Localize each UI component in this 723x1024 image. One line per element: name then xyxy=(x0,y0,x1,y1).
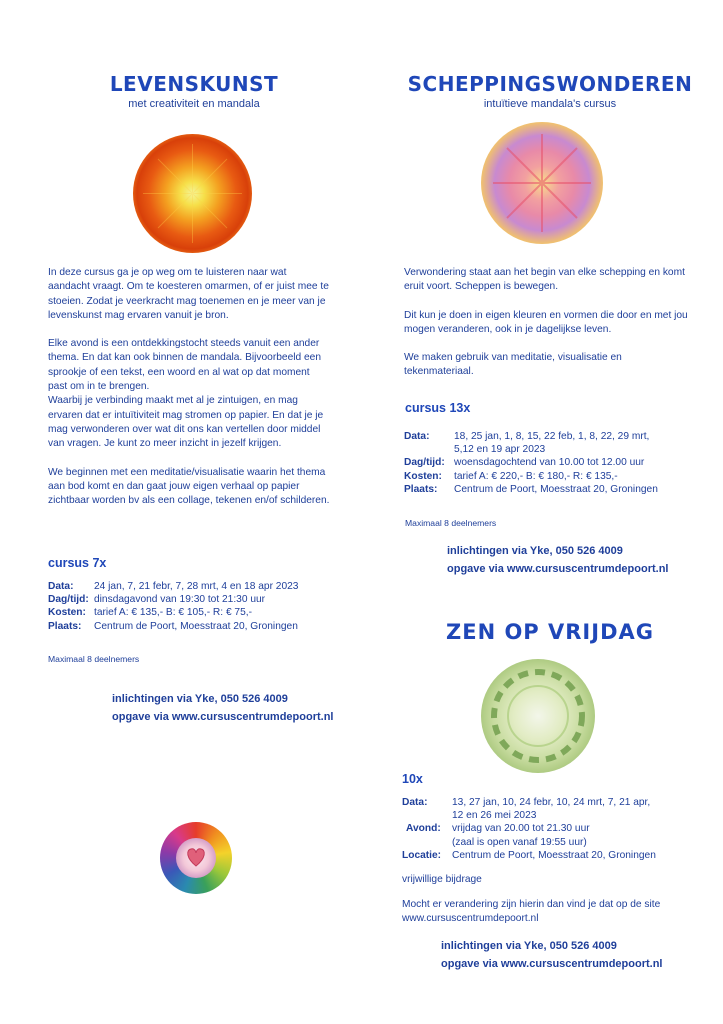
scheppingswonderen-description xyxy=(404,266,694,394)
zen-title: ZEN OP VRIJDAG xyxy=(446,620,654,644)
detail-value: tarief A: € 220,- B: € 180,- R: € 135,- xyxy=(454,470,618,482)
detail-label: Plaats: xyxy=(48,620,82,632)
scheppingswonderen-paragraph-3: We maken gebruik van meditatie, visualisatie en tekenmateriaal. xyxy=(404,352,622,378)
detail-value: vrijdag van 20.00 tot 21.30 uur (zaal is open vanaf 19:55 uur) xyxy=(452,823,590,848)
detail-value: Centrum de Poort, Moesstraat 20, Groningen xyxy=(454,483,658,495)
detail-row-plaats xyxy=(48,620,338,633)
detail-row-kosten xyxy=(48,606,338,619)
levenskunst-info-line: inlichtingen via Yke, 050 526 4009 xyxy=(112,693,288,705)
levenskunst-description xyxy=(48,266,330,522)
detail-label: Kosten: xyxy=(48,607,86,619)
zen-contribution: vrijwillige bijdrage xyxy=(402,874,482,885)
detail-row-data xyxy=(402,796,702,822)
detail-label: Data: xyxy=(48,581,74,592)
scheppingswonderen-contact xyxy=(447,542,668,578)
zen-contact xyxy=(441,937,662,973)
scheppingswonderen-mandala-image xyxy=(481,122,603,244)
levenskunst-title: LEVENSKUNST xyxy=(109,72,279,96)
scheppingswonderen-info-line: inlichtingen via Yke, 050 526 4009 xyxy=(447,545,623,557)
scheppingswonderen-paragraph-1: Verwondering staat aan het begin van elke schepping en komt eruit voort. Scheppen is bewegen. xyxy=(404,267,685,293)
zen-course-heading: 10x xyxy=(402,772,423,786)
detail-label: Data: xyxy=(402,797,428,808)
detail-label: Locatie: xyxy=(402,849,442,861)
scheppingswonderen-paragraph-2: Dit kun je doen in eigen kleuren en vormen die door en met jou mogen veranderen, ook in je dagelijkse leven. xyxy=(404,309,688,335)
detail-value: Centrum de Poort, Moesstraat 20, Groningen xyxy=(94,620,298,632)
detail-label: Dag/tijd: xyxy=(48,594,89,606)
levenskunst-max-participants: Maximaal 8 deelnemers xyxy=(48,654,140,664)
levenskunst-signup-link[interactable]: opgave via www.cursuscentrumdepoort.nl xyxy=(112,711,334,723)
levenskunst-subtitle: met creativiteit en mandala xyxy=(128,98,260,110)
detail-value: Centrum de Poort, Moesstraat 20, Groningen xyxy=(452,849,656,861)
detail-value: 24 jan, 7, 21 febr, 7, 28 mrt, 4 en 18 apr 2023 xyxy=(94,581,299,592)
detail-row-data xyxy=(404,430,704,456)
heart-mandala-image xyxy=(160,822,232,894)
detail-label: Plaats: xyxy=(404,483,438,495)
detail-label: Kosten: xyxy=(404,470,442,482)
scheppingswonderen-subtitle: intuïtieve mandala's cursus xyxy=(483,98,617,110)
zen-info-line: inlichtingen via Yke, 050 526 4009 xyxy=(441,940,617,952)
detail-row-dagtijd xyxy=(48,593,338,606)
zen-note: Mocht er verandering zijn hierin dan vind je dat op de site www.cursuscentrumdepoort.nl xyxy=(402,899,661,924)
scheppingswonderen-title: SCHEPPINGSWONDEREN xyxy=(407,72,693,96)
detail-row-avond xyxy=(402,822,702,848)
scheppingswonderen-details xyxy=(404,430,704,496)
scheppingswonderen-max-participants: Maximaal 8 deelnemers xyxy=(405,518,497,528)
zen-mandala-image xyxy=(481,659,595,773)
zen-details xyxy=(402,796,702,862)
detail-label: Dag/tijd: xyxy=(404,457,445,469)
detail-value: dinsdagavond van 19:30 tot 21:30 uur xyxy=(94,594,266,606)
detail-row-plaats xyxy=(404,483,704,496)
detail-value: 13, 27 jan, 10, 24 febr, 10, 24 mrt, 7, 21 apr, 12 en 26 mei 2023 xyxy=(452,797,651,822)
levenskunst-details xyxy=(48,580,338,633)
levenskunst-paragraph-1: In deze cursus ga je op weg om te luisteren naar wat aandacht vraagt. Om te koesteren omarmen, of er juist mee te stoeien. Zodat je veerkracht mag toenemen en je meer van je levenskunst mag ervaren vanuit je bron. xyxy=(48,267,329,321)
levenskunst-course-heading: cursus 7x xyxy=(48,556,107,570)
levenskunst-paragraph-3: We beginnen met een meditatie/visualisatie waarin het thema aan bod komt en dan gaat jouw eigen verhaal op papier zichtbaar worden bv als een collage, tekenen en/of schilderen. xyxy=(48,466,330,507)
detail-label: Data: xyxy=(404,431,430,442)
detail-row-data xyxy=(48,580,338,593)
detail-value: tarief A: € 135,- B: € 105,- R: € 75,- xyxy=(94,607,252,619)
zen-signup-link[interactable]: opgave via www.cursuscentrumdepoort.nl xyxy=(441,958,663,970)
levenskunst-paragraph-2: Elke avond is een ontdekkingstocht steeds vanuit een ander thema. En dat kan ook binnen de mandala. Bijvoorbeeld een sprookje of een tekst, een woord en al wat op dat moment past om in te brengen. Waarbij je verbinding maakt met al je zintuigen, en mag ervaren dat er intuïtiviteit mag stromen op papier. En dat je je mag verwonderen over wat dit ons kan vertellen door middel van vragen. Je kunt zo meer inzicht in jezelf krijgen. xyxy=(48,338,324,450)
detail-row-locatie xyxy=(402,849,702,862)
detail-value: woensdagochtend van 10.00 tot 12.00 uur xyxy=(454,457,645,469)
scheppingswonderen-signup-link[interactable]: opgave via www.cursuscentrumdepoort.nl xyxy=(447,563,669,575)
scheppingswonderen-course-heading: cursus 13x xyxy=(405,401,471,415)
detail-label: Avond: xyxy=(406,823,441,835)
detail-row-kosten xyxy=(404,470,704,483)
detail-row-dagtijd xyxy=(404,456,704,469)
detail-value: 18, 25 jan, 1, 8, 15, 22 feb, 1, 8, 22, 29 mrt, 5,12 en 19 apr 2023 xyxy=(454,431,650,456)
levenskunst-mandala-image xyxy=(133,134,252,253)
levenskunst-contact xyxy=(112,690,333,726)
